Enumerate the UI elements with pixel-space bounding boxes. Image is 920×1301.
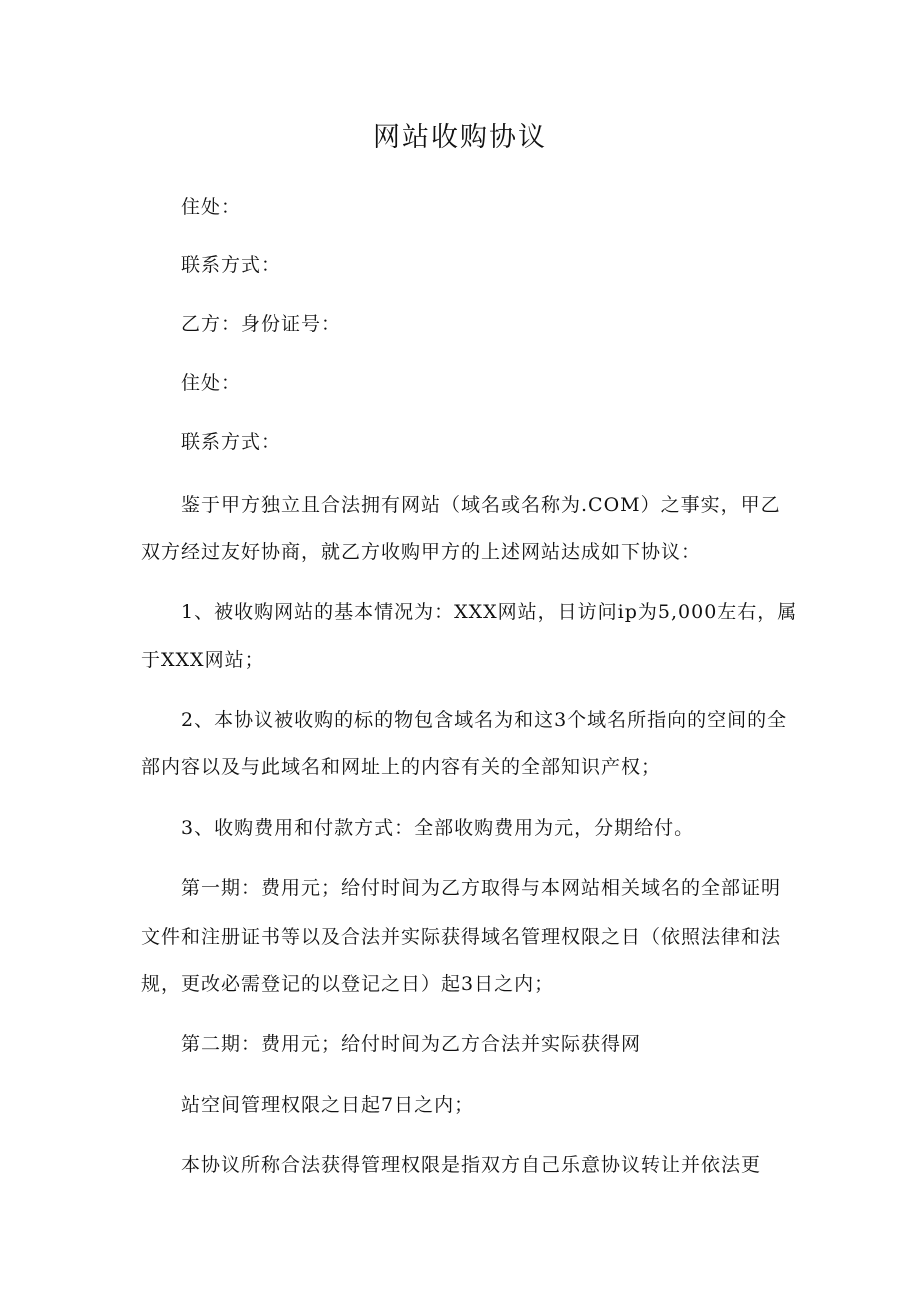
clause-1-line-1: 1、被收购网站的基本情况为：XXX网站，日访问ip为5,000左右，属 xyxy=(181,601,798,623)
party-a-contact: 联系方式： xyxy=(181,254,282,276)
phase-2-line-2: 站空间管理权限之日起7日之内； xyxy=(181,1094,475,1116)
party-b-contact: 联系方式： xyxy=(181,431,282,453)
party-b-id: 乙方：身份证号： xyxy=(181,313,342,335)
phase-2-line-1: 第二期：费用元；给付时间为乙方合法并实际获得网 xyxy=(181,1033,642,1055)
clause-2-line-1: 2、本协议被收购的标的物包含域名为和这3个域名所指向的空间的全 xyxy=(181,709,788,731)
clause-1-line-2: 于XXX网站； xyxy=(141,649,265,671)
definition-line-1: 本协议所称合法获得管理权限是指双方自己乐意协议转让并依法更 xyxy=(181,1154,762,1176)
document-title: 网站收购协议 xyxy=(373,122,547,153)
phase-1-line-3: 规，更改必需登记的以登记之日）起3日之内； xyxy=(141,973,555,995)
party-a-address: 住处： xyxy=(181,196,242,218)
preamble-line-1: 鉴于甲方独立且合法拥有网站（域名或名称为.COM）之事实，甲乙 xyxy=(181,494,781,516)
phase-1-line-2: 文件和注册证书等以及合法并实际获得域名管理权限之日（依照法律和法 xyxy=(141,926,782,948)
preamble-line-2: 双方经过友好协商，就乙方收购甲方的上述网站达成如下协议： xyxy=(141,541,702,563)
clause-3-line-1: 3、收购费用和付款方式：全部收购费用为元，分期给付。 xyxy=(181,817,695,839)
phase-1-line-1: 第一期：费用元；给付时间为乙方取得与本网站相关域名的全部证明 xyxy=(181,877,782,899)
party-b-address: 住处： xyxy=(181,372,242,394)
clause-2-line-2: 部内容以及与此域名和网址上的内容有关的全部知识产权； xyxy=(141,756,662,778)
